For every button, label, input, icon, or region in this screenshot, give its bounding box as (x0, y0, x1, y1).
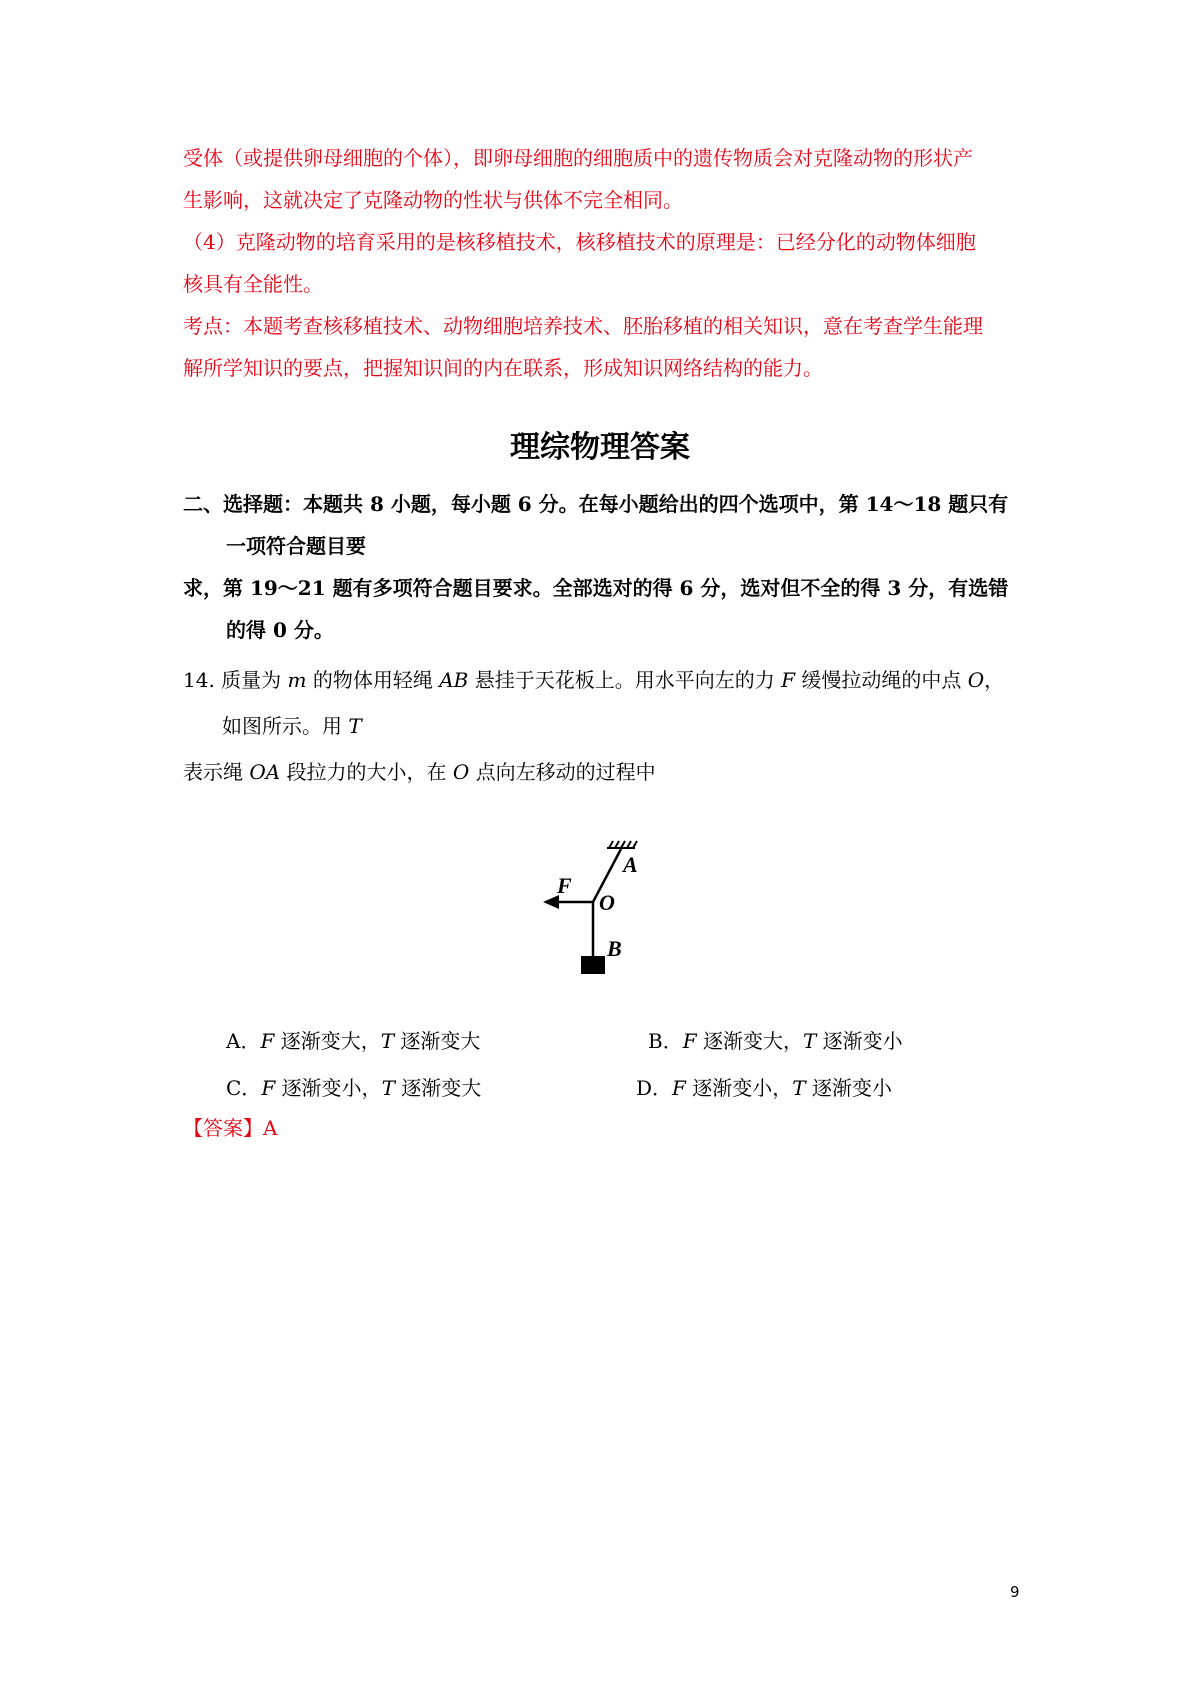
var-O2: O (452, 760, 470, 784)
option-c-text2: 逐渐变大 (401, 1076, 482, 1100)
var-AB: AB (439, 668, 469, 692)
option-a-letter: A． (226, 1029, 261, 1053)
instructions-line-4: 的得 0 分。 (226, 618, 334, 642)
label-O: O (599, 890, 615, 915)
option-a-var1: F (260, 1029, 275, 1053)
option-b-var2: T (802, 1029, 817, 1053)
mass-block (581, 956, 605, 974)
instructions-line-1: 二、选择题：本题共 8 小题，每小题 6 分。在每小题给出的四个选项中，第 14～18 题只有 (183, 492, 1009, 516)
option-b-letter: B． (648, 1029, 683, 1053)
option-c-letter: C． (226, 1076, 262, 1100)
option-d[interactable] (636, 1074, 892, 1102)
question-14-line-2 (222, 712, 1062, 740)
biology-answer-line-6: 解所学知识的要点，把握知识间的内在联系，形成知识网络结构的能力。 (183, 356, 823, 380)
label-B: B (607, 936, 622, 961)
option-b-var1: F (682, 1029, 697, 1053)
question-14-line-1 (183, 666, 1023, 694)
biology-answer-line-2: 生影响，这就决定了克隆动物的性状与供体不完全相同。 (183, 188, 683, 212)
option-d-text1: 逐渐变小， (692, 1076, 793, 1100)
question-number: 14. (183, 668, 215, 692)
ceiling-hatch (607, 841, 637, 848)
instructions-line-2: 一项符合题目要 (226, 534, 366, 558)
question-line3-text-b: 段拉力的大小，在 (286, 760, 447, 784)
var-O: O (967, 668, 985, 692)
option-d-var2: T (792, 1076, 806, 1100)
option-b[interactable] (648, 1027, 903, 1055)
option-a-text1: 逐渐变大， (280, 1029, 381, 1053)
option-c-var2: T (381, 1076, 395, 1100)
section-title: 理综物理答案 (510, 430, 690, 465)
force-diagram (535, 838, 645, 978)
question-line3-text-a: 表示绳 (183, 760, 243, 784)
var-F: F (781, 668, 795, 692)
instructions-line-3: 求，第 19～21 题有多项符合题目要求。全部选对的得 6 分，选对但不全的得 3 分，有选错 (183, 576, 1009, 600)
option-d-text2: 逐渐变小 (812, 1076, 892, 1100)
biology-answer-line-5: 考点：本题考查核移植技术、动物细胞培养技术、胚胎移植的相关知识，意在考查学生能理 (183, 314, 983, 338)
question-text-c: 悬挂于天花板上。用水平向左的力 (474, 668, 775, 692)
question-text-b: 的物体用轻绳 (312, 668, 433, 692)
question-text-a: 质量为 (221, 668, 282, 692)
option-c-text1: 逐渐变小， (281, 1076, 382, 1100)
option-c[interactable] (226, 1074, 481, 1102)
answer-line (183, 1114, 1023, 1142)
option-d-letter: D． (636, 1076, 673, 1100)
answer-value: A (263, 1116, 278, 1140)
option-d-var1: F (672, 1076, 686, 1100)
question-line3-text-c: 点向左移动的过程中 (475, 760, 656, 784)
option-a-text2: 逐渐变大 (400, 1029, 481, 1053)
question-text-d: 缓慢拉动绳的中点 (801, 668, 962, 692)
page-number: 9 (1010, 1583, 1020, 1601)
answer-label: 【答案】 (183, 1116, 263, 1140)
biology-answer-line-3: （4）克隆动物的培育采用的是核移植技术，核移植技术的原理是：已经分化的动物体细胞 (183, 230, 976, 254)
option-a-var2: T (380, 1029, 395, 1053)
var-T: T (348, 714, 362, 738)
label-F: F (557, 873, 572, 898)
question-line2-text: 如图所示。用 (222, 714, 342, 738)
option-c-var1: F (261, 1076, 276, 1100)
biology-answer-line-4: 核具有全能性。 (183, 272, 323, 296)
var-OA: OA (249, 760, 281, 784)
label-A: A (623, 852, 638, 877)
option-b-text1: 逐渐变大， (702, 1029, 803, 1053)
question-text-e: ， (984, 668, 1005, 692)
option-a[interactable] (226, 1027, 480, 1055)
var-m: m (287, 668, 307, 692)
biology-answer-line-1: 受体（或提供卵母细胞的个体），即卵母细胞的细胞质中的遗传物质会对克隆动物的形状产 (183, 146, 973, 170)
question-14-line-3 (183, 758, 1023, 786)
option-b-text2: 逐渐变小 (822, 1029, 903, 1053)
